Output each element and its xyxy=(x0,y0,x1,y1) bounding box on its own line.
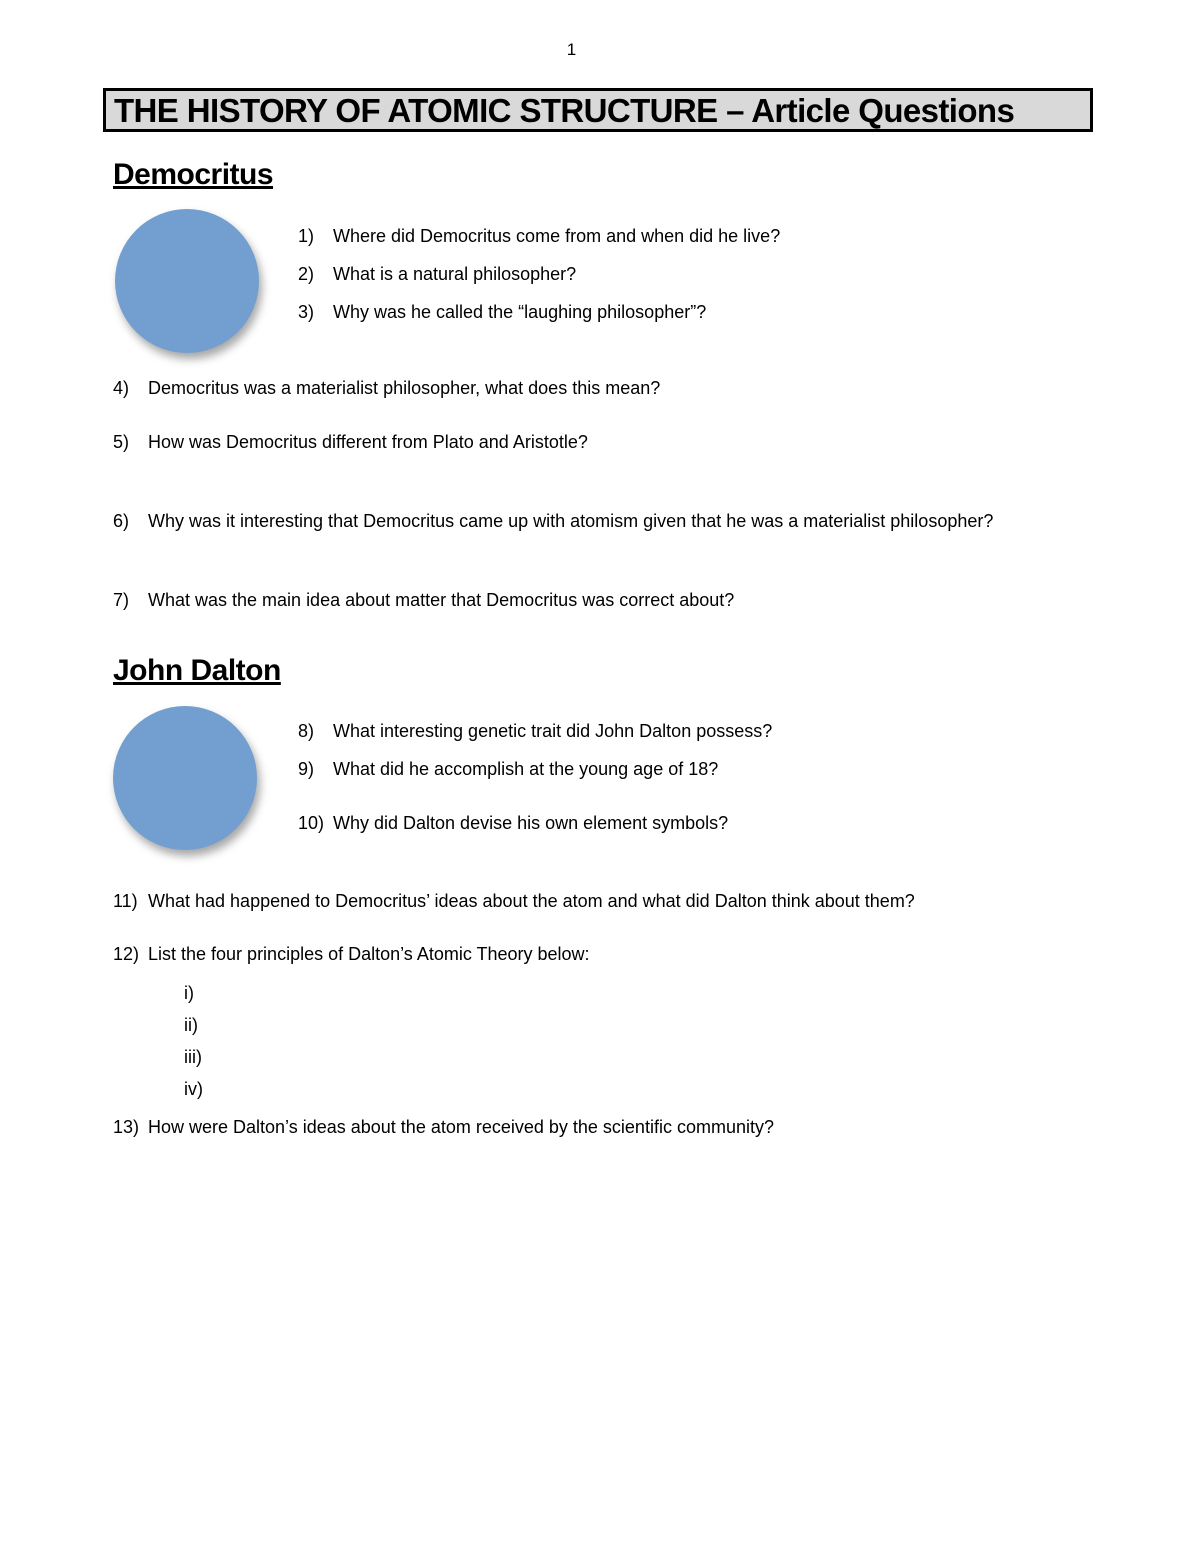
principle-item-4: iv) xyxy=(184,1079,203,1099)
question-number: 4) xyxy=(113,378,130,398)
question-1 xyxy=(298,224,1098,249)
question-number: 3) xyxy=(298,302,315,322)
question-9 xyxy=(298,757,1098,782)
question-10 xyxy=(298,811,1098,836)
question-number: 2) xyxy=(298,264,315,284)
question-number: 11) xyxy=(113,891,138,911)
principle-item-2: ii) xyxy=(184,1015,198,1035)
dalton-portrait-placeholder xyxy=(113,706,257,850)
question-text: Where did Democritus come from and when did he live? xyxy=(333,226,781,246)
question-12 xyxy=(113,942,1088,967)
question-number: 6) xyxy=(113,511,130,531)
document-title: THE HISTORY OF ATOMIC STRUCTURE – Article Questions xyxy=(114,92,1015,129)
question-text: What was the main idea about matter that Democritus was correct about? xyxy=(148,590,735,610)
principle-item-1: i) xyxy=(184,983,194,1003)
question-number: 12) xyxy=(113,944,140,964)
question-4 xyxy=(113,376,1088,401)
question-5 xyxy=(113,430,1088,455)
question-text: Why was it interesting that Democritus came up with atomism given that he was a materialist philosopher? xyxy=(148,511,994,531)
question-11 xyxy=(113,889,1088,914)
question-number: 8) xyxy=(298,721,315,741)
question-text: What had happened to Democritus’ ideas about the atom and what did Dalton think about them? xyxy=(148,891,915,911)
question-number: 9) xyxy=(298,759,315,779)
question-number: 13) xyxy=(113,1117,140,1137)
question-number: 5) xyxy=(113,432,130,452)
question-text: Why did Dalton devise his own element symbols? xyxy=(333,813,729,833)
question-text: What did he accomplish at the young age of 18? xyxy=(333,759,719,779)
question-text: What interesting genetic trait did John Dalton possess? xyxy=(333,721,773,741)
question-6 xyxy=(113,509,1085,534)
democritus-heading: Democritus xyxy=(113,158,274,191)
question-text: How was Democritus different from Plato and Aristotle? xyxy=(148,432,588,452)
question-3 xyxy=(298,300,1098,325)
democritus-portrait-placeholder xyxy=(115,209,259,353)
page-number: 1 xyxy=(566,40,577,59)
dalton-heading: John Dalton xyxy=(113,654,281,687)
question-number: 10) xyxy=(298,813,325,833)
question-13 xyxy=(113,1115,1088,1140)
question-8 xyxy=(298,719,1098,744)
question-number: 1) xyxy=(298,226,315,246)
principle-item-3: iii) xyxy=(184,1047,202,1067)
question-text: How were Dalton’s ideas about the atom received by the scientific community? xyxy=(148,1117,774,1137)
question-text: Why was he called the “laughing philosopher”? xyxy=(333,302,707,322)
question-number: 7) xyxy=(113,590,130,610)
question-text: List the four principles of Dalton’s Atomic Theory below: xyxy=(148,944,590,964)
question-2 xyxy=(298,262,1098,287)
question-7 xyxy=(113,588,1088,613)
question-text: Democritus was a materialist philosopher, what does this mean? xyxy=(148,378,661,398)
title-banner xyxy=(103,88,1093,132)
question-text: What is a natural philosopher? xyxy=(333,264,577,284)
